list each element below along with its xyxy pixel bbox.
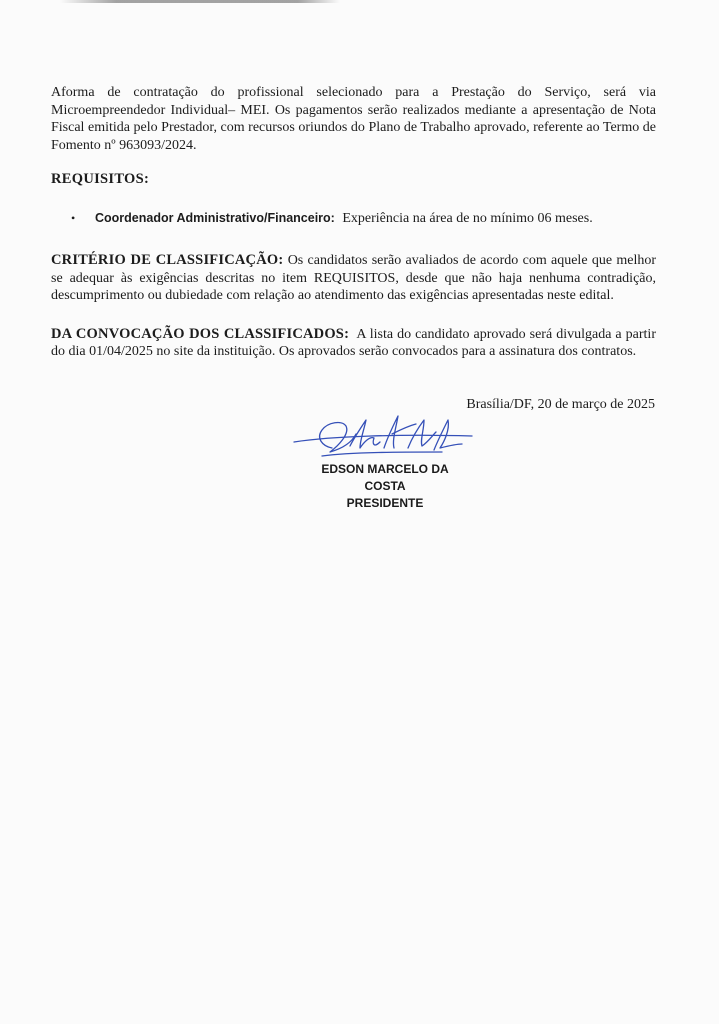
requisito-role: Coordenador Administrativo/Financeiro:	[95, 211, 335, 225]
signature-image	[292, 412, 482, 464]
criterio-title: CRITÉRIO DE CLASSIFICAÇÃO:	[51, 252, 284, 268]
criterio-section	[51, 252, 656, 305]
date-line: Brasília/DF, 20 de março de 2025	[466, 397, 655, 412]
requisitos-list	[51, 209, 656, 228]
bullet-icon: •	[71, 211, 76, 225]
intro-paragraph: Aforma de contratação do profissional selecionado para a Prestação do Serviço, será via Microempreendedor Individual– MEI. Os pagamentos serão realizados mediante a apresentação de Nota Fiscal emitida pelo Prestador, com recursos oriundos do Plano de Trabalho aprovado, referente ao Termo de Fomento nº 963093/2024.	[51, 85, 656, 153]
signer-name: EDSON MARCELO DA COSTA	[321, 462, 449, 493]
criterio-text: Os candidatos serão avaliados de acordo com aquele que melhor se adequar às exigências descritas no item REQUISITOS, desde que não haja nenhuma contradição, descumprimento ou dubiedade com relação ao atendimento das exigências apresentadas neste edital.	[51, 253, 656, 303]
page-edge-shadow	[60, 0, 340, 3]
convocacao-text: A lista do candidato aprovado será divulgada a partir do dia 01/04/2025 no site da instituição. Os aprovados serão convocados para a assinatura dos contratos.	[51, 326, 656, 359]
signer-block	[300, 461, 470, 512]
document-body	[51, 84, 656, 361]
requisitos-heading: REQUISITOS:	[51, 171, 150, 187]
convocacao-title: DA CONVOCAÇÃO DOS CLASSIFICADOS:	[51, 325, 350, 342]
list-item	[51, 209, 656, 228]
signer-role: PRESIDENTE	[346, 496, 424, 510]
requisito-text: Experiência na área de no mínimo 06 meses.	[342, 211, 593, 226]
convocacao-section	[51, 326, 656, 361]
